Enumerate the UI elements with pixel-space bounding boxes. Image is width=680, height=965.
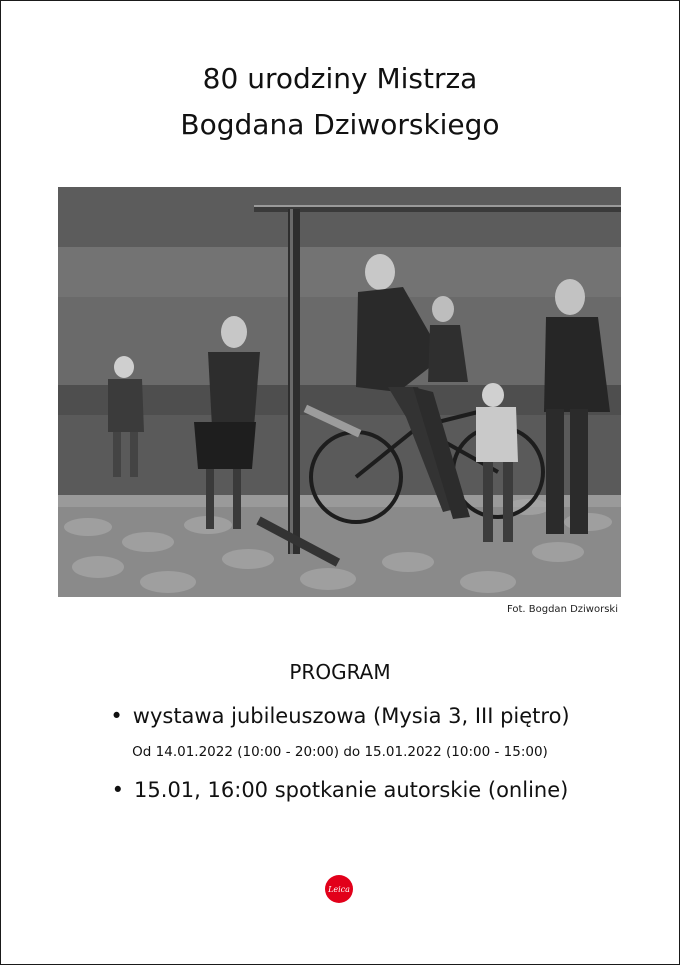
svg-text:Leica: Leica bbox=[328, 885, 350, 894]
program-item-exhibition bbox=[0, 704, 680, 728]
bullet-icon: • bbox=[110, 704, 123, 728]
program-item-meeting bbox=[0, 778, 680, 802]
leica-logo bbox=[325, 875, 353, 903]
photo-credit: Fot. Bogdan Dziworski bbox=[506, 604, 618, 615]
poster-title-line1: 80 urodziny Mistrza bbox=[202, 62, 478, 95]
poster-title-line2: Bogdana Dziworskiego bbox=[180, 108, 500, 141]
program-heading: PROGRAM bbox=[289, 660, 391, 684]
program-item-meeting-text: 15.01, 16:00 spotkanie autorskie (online) bbox=[134, 778, 569, 802]
program-item-exhibition-text: wystawa jubileuszowa (Mysia 3, III piętro) bbox=[132, 704, 570, 728]
featured-photograph bbox=[58, 187, 621, 597]
program-item-exhibition-dates: Od 14.01.2022 (10:00 - 20:00) do 15.01.2022 (10:00 - 15:00) bbox=[132, 744, 548, 760]
bullet-icon: • bbox=[111, 778, 125, 802]
